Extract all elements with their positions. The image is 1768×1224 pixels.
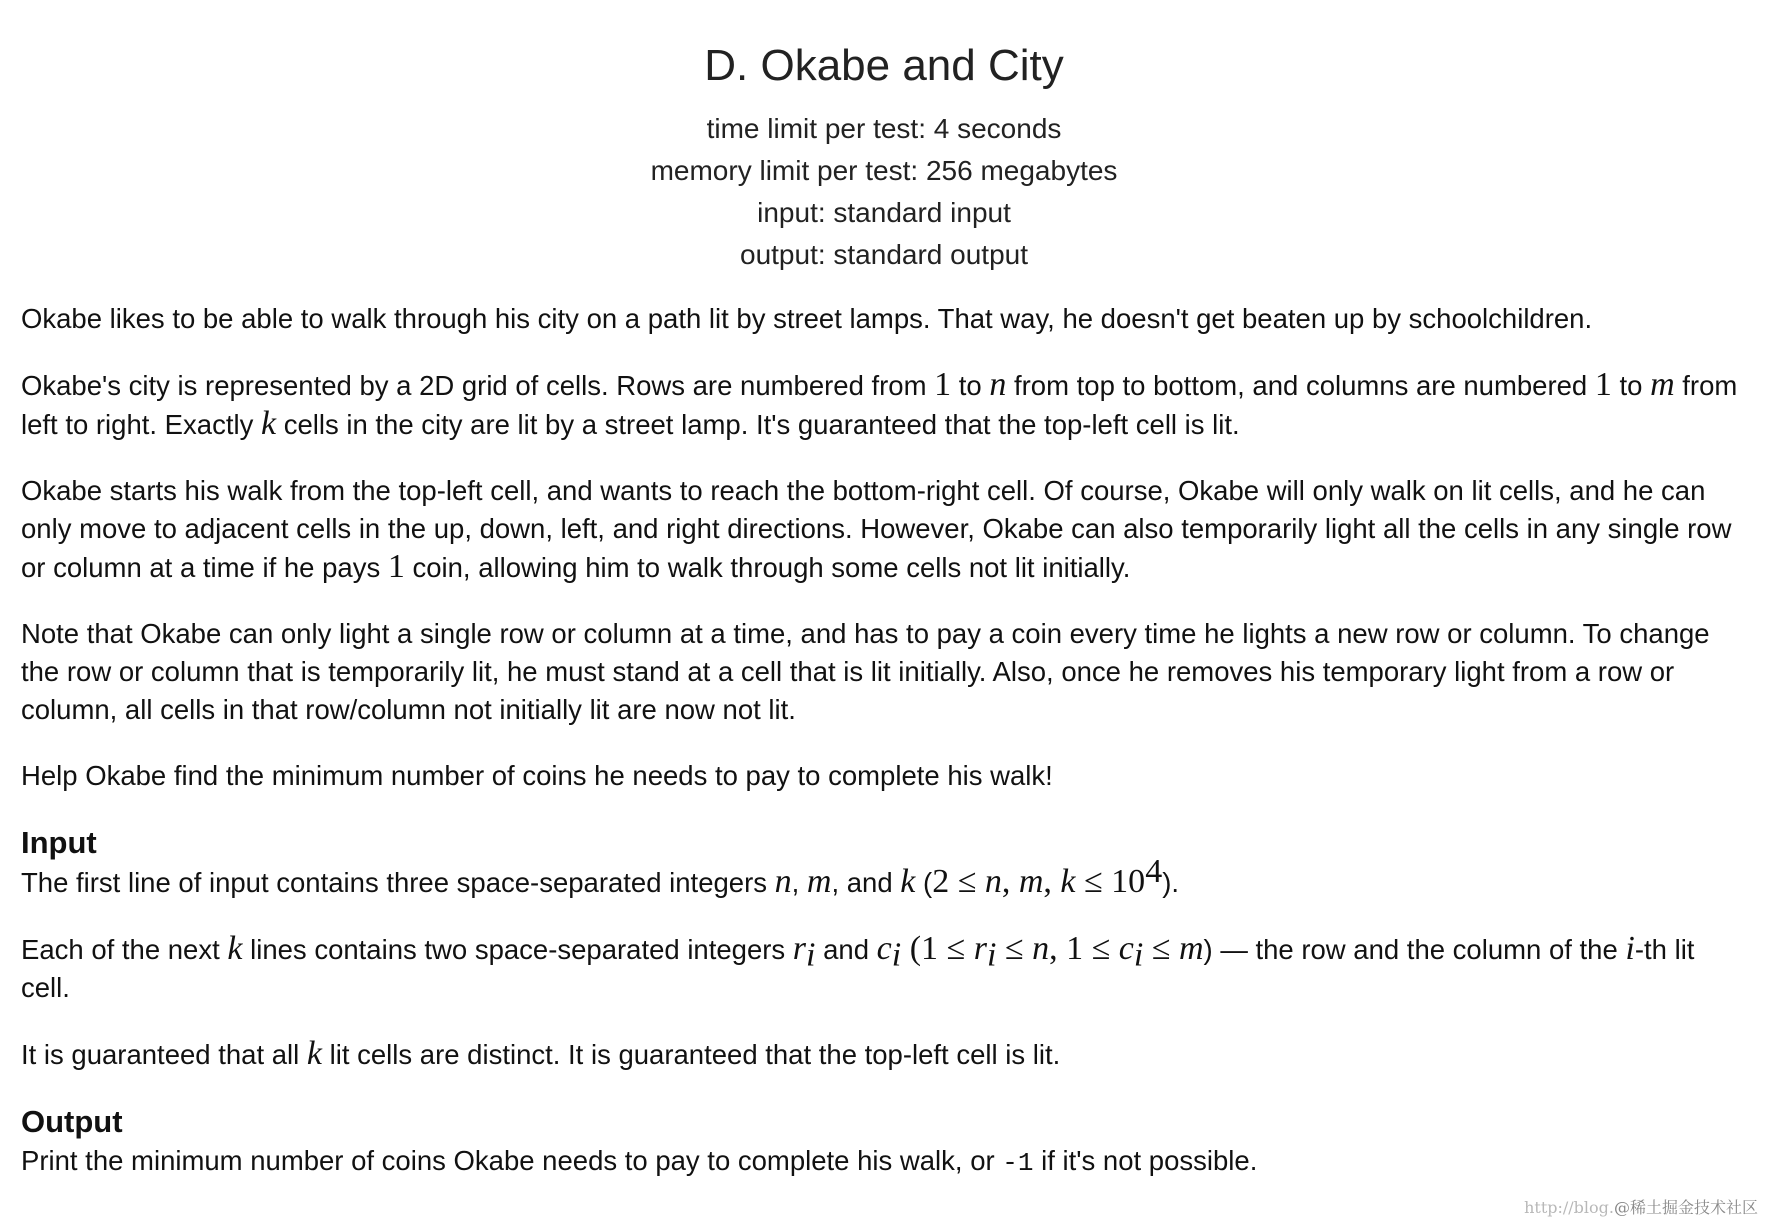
watermark-site: @稀土掘金技术社区 xyxy=(1613,1198,1758,1217)
watermark xyxy=(1524,1195,1758,1218)
problem-title: D. Okabe and City xyxy=(704,41,1064,90)
output-paragraph-1: Print the minimum number of coins Okabe needs to pay to complete his walk, or -1 if it's not possible. xyxy=(21,1145,1258,1178)
math-k: k xyxy=(260,405,277,442)
output-spec: output: standard output xyxy=(740,239,1028,270)
problem-statement xyxy=(21,300,1747,795)
math-one: 1 xyxy=(387,548,405,585)
code-minus-one: -1 xyxy=(1002,1148,1034,1178)
problem-limits xyxy=(0,108,1768,276)
time-limit: time limit per test: 4 seconds xyxy=(706,113,1062,144)
input-paragraph-2: Each of the next k lines contains two space-separated integers $r_i$ and $c_i$ ($1 \le r_i \le n$, $1 \le c_i \le m$) — the row and the column of the i-th lit cell. xyxy=(21,930,1695,1003)
math-m: m xyxy=(1650,366,1675,403)
statement-paragraph-5: Help Okabe find the minimum number of coins he needs to pay to complete his walk! xyxy=(21,760,1053,791)
input-paragraph-3: It is guaranteed that all k lit cells are distinct. It is guaranteed that the top-left cell is lit. xyxy=(21,1035,1061,1072)
input-spec: input: standard input xyxy=(757,197,1011,228)
input-section xyxy=(21,823,1747,1074)
statement-paragraph-3: Okabe starts his walk from the top-left cell, and wants to reach the bottom-right cell. Of course, Okabe will only walk on lit cells, and he can only move to adjacent cells in the up, down, left, and right directions. However, Okabe can also temporarily light all the cells in any single row or column at a time if he pays 1 coin, allowing him to walk through some cells not lit initially. xyxy=(21,475,1732,585)
statement-paragraph-1: Okabe likes to be able to walk through his city on a path lit by street lamps. That way, he doesn't get beaten up by schoolchildren. xyxy=(21,303,1593,334)
memory-limit: memory limit per test: 256 megabytes xyxy=(650,155,1118,186)
output-section xyxy=(21,1102,1747,1182)
math-n: n xyxy=(989,366,1007,403)
math-one: 1 xyxy=(1594,366,1612,403)
input-paragraph-1: The first line of input contains three space-separated integers n, m, and k (2 ≤ n, m, $k \le 10^4$). xyxy=(21,852,1179,900)
math-one: 1 xyxy=(934,366,952,403)
statement-paragraph-2: Okabe's city is represented by a 2D grid of cells. Rows are numbered from 1 to n from top to bottom, and columns are numbered 1 to m from left to right. Exactly k cells in the city are lit by a street lamp. It's guaranteed that the top-left cell is lit. xyxy=(21,366,1738,442)
watermark-url: http://blog. xyxy=(1524,1198,1614,1217)
output-title: Output xyxy=(21,1104,123,1139)
problem-page xyxy=(21,38,1747,1210)
statement-paragraph-4: Note that Okabe can only light a single row or column at a time, and has to pay a coin every time he lights a new row or column. To change the row or column that is temporarily lit, he must stand at a cell that is lit initially. Also, once he removes his temporary light from a row or column, all cells in that row/column not initially lit are now not lit. xyxy=(21,618,1710,725)
input-title: Input xyxy=(21,825,97,860)
problem-header xyxy=(0,38,1768,276)
